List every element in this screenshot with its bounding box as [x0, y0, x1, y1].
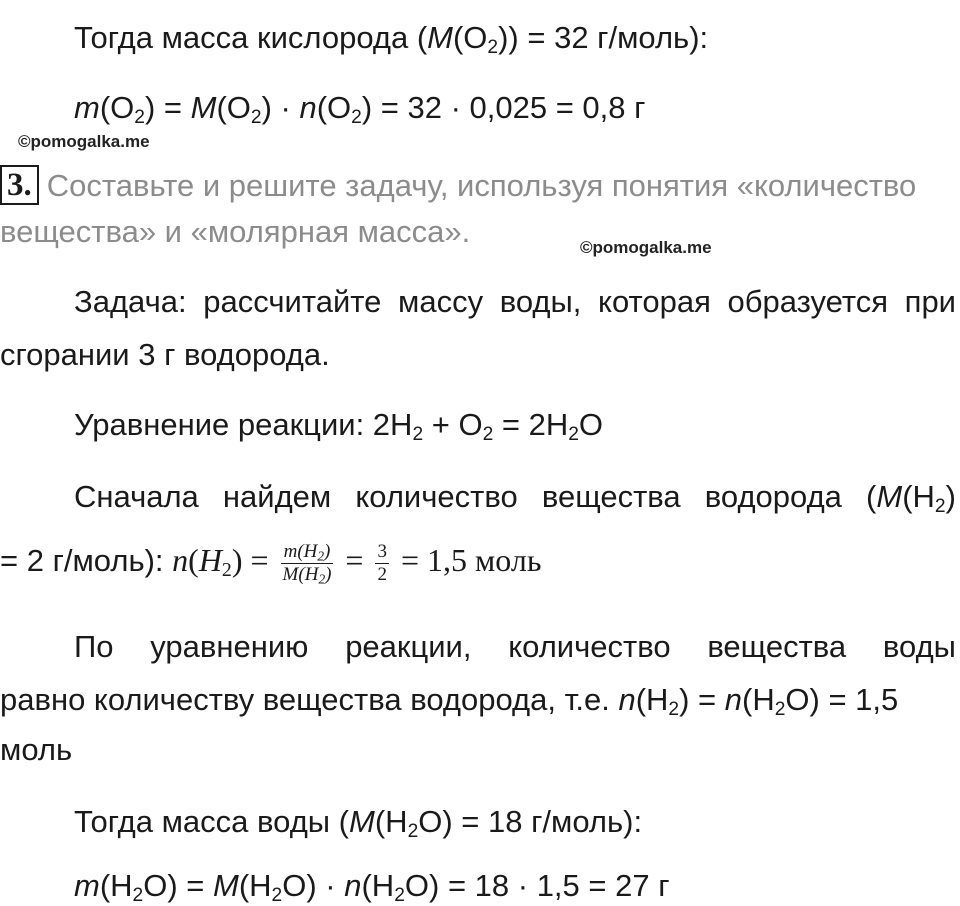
watermark-2: ©pomogalka.me: [580, 238, 712, 257]
reaction-ratio-line2: равно количеству вещества водорода, т.е. $n(H_2) = n(H_2O) = 1,5$: [0, 682, 899, 720]
fraction-mass-molar: $\frac{m(H_2)}{M(H_2)}$: [282, 541, 332, 587]
oxygen-mass-intro: Тогда масса кислорода $(M(O_2)) = 32$ г/моль):: [74, 20, 709, 58]
reaction-equation: Уравнение реакции: $2H_2 + O_2 = 2H_2O$: [74, 407, 604, 445]
task-heading-line1: 3. Составьте и решите задачу, используя понятия «количество: [0, 165, 960, 206]
water-mass-formula: $m(H_2O) = M(H_2O) \cdot n(H_2O) = 18 \cdot 1,5 = 27$ г: [74, 868, 670, 906]
water-mass-intro: Тогда масса воды ($M(H_2O) = 18$ г/моль):: [74, 804, 643, 842]
watermark: ©pomogalka.me: [18, 132, 150, 151]
task-heading-line2: вещества» и «молярная масса».: [0, 214, 471, 249]
reaction-ratio-line3: моль: [0, 732, 73, 767]
math-formula: $n(H_2)$ = $\frac{m(H_2)}{M(H_2)}$ = $\frac{3}{2}$ = 1,5 моль: [172, 541, 542, 587]
hydrogen-amount-intro: Сначала найдем количество вещества водорода ($M(H_2)$: [74, 479, 956, 517]
oxygen-mass-formula: $m(O_2) = M(O_2) \cdot n(O_2) = 32 \cdot 0,025 = 0,8$ г: [74, 90, 646, 128]
task-number: 3.: [0, 165, 39, 205]
problem-statement-line2: сгорании 3 г водорода.: [0, 337, 330, 372]
reaction-ratio-line1: По уравнению реакции, количество вещества воды: [74, 629, 956, 664]
fraction-three-halves: $\frac{3}{2}$: [377, 541, 387, 586]
problem-statement-line1: Задача: рассчитайте массу воды, которая образуется при: [74, 284, 956, 319]
hydrogen-amount-formula: = 2 г/моль): $n(H_2)$ = $\frac{m(H_2)}{M(H_2)}$ = $\frac{3}{2}$ = 1,5 моль: [0, 541, 542, 587]
